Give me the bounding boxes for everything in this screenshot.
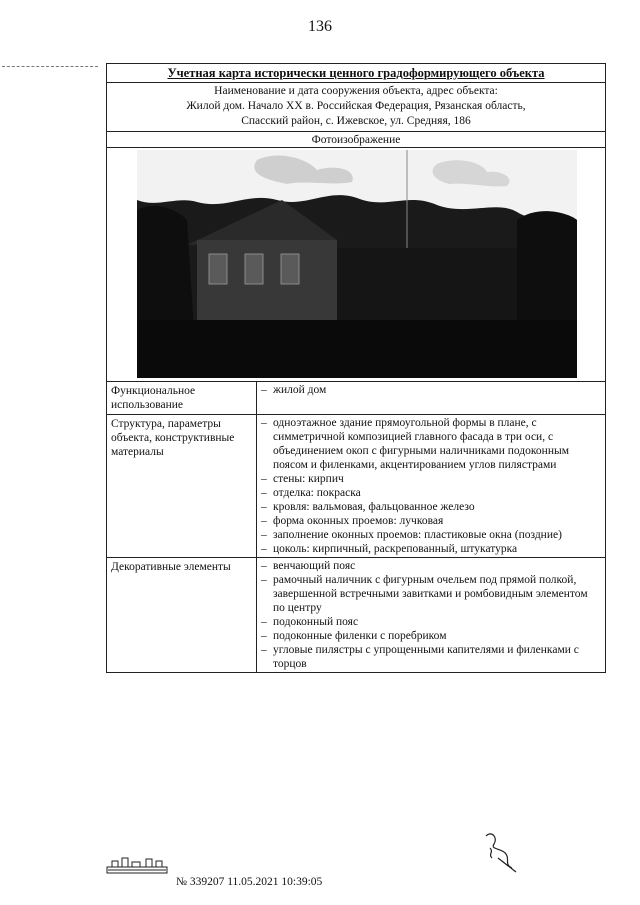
object-name-block xyxy=(107,83,605,132)
row-label: Структура, параметры объекта, конструктивные материалы xyxy=(107,415,257,557)
list-item: – угловые пилястры с упрощенными капителями и филенками с торцов xyxy=(261,644,579,670)
house-photo xyxy=(137,150,577,378)
scan-artifact xyxy=(2,66,98,75)
handwritten-signature xyxy=(478,828,524,876)
list-item: – подоконный пояс xyxy=(261,616,359,628)
row-label: Функциональное использование xyxy=(107,382,257,414)
list-item: – цоколь: кирпичный, раскрепованный, штукатурка xyxy=(261,543,518,555)
list-item: – венчающий пояс xyxy=(261,560,356,572)
row-content xyxy=(257,415,605,557)
page-number: 136 xyxy=(308,18,332,35)
list-item: – стены: кирпич xyxy=(261,473,344,485)
row-content xyxy=(257,558,605,672)
list-item: – отделка: покраска xyxy=(261,487,361,499)
list-item: – форма оконных проемов: лучковая xyxy=(261,515,444,527)
list-item: – кровля: вальмовая, фальцованное железо xyxy=(261,501,475,513)
photo-cell xyxy=(107,148,605,382)
list-item: – рамочный наличник с фигурным очельем под прямой полкой, завершенной встречными завитками и ромбовидным элементом по центру xyxy=(261,574,588,614)
name-label: Наименование и дата сооружения объекта, адрес объекта: xyxy=(214,85,498,97)
list-item: – одноэтажное здание прямоугольной формы в плане, с симметричной композицией главного фасада в три оси, с объединением окоп с фигурными наличниками подоконным поясом и филенками, акцентированием углов пилястрами xyxy=(261,417,569,471)
row-structure xyxy=(107,415,605,558)
document-registration-stamp: № 339207 11.05.2021 10:39:05 xyxy=(176,876,323,888)
emblem-stamp-icon xyxy=(106,855,168,875)
row-decorative xyxy=(107,558,605,672)
photo-caption: Фотоизображение xyxy=(107,132,605,148)
name-line-2: Спасский район, с. Ижевское, ул. Средняя, 186 xyxy=(241,115,471,127)
list-item: – подоконные филенки с поребриком xyxy=(261,630,447,642)
row-label: Декоративные элементы xyxy=(107,558,257,672)
list-item: – заполнение оконных проемов: пластиковые окна (поздние) xyxy=(261,529,562,541)
row-content xyxy=(257,382,605,414)
registration-card xyxy=(106,63,606,673)
row-function xyxy=(107,382,605,415)
list-item: – жилой дом xyxy=(261,384,327,396)
name-line-1: Жилой дом. Начало XX в. Российская Федерация, Рязанская область, xyxy=(186,100,526,112)
card-title: Учетная карта исторически ценного градоформирующего объекта xyxy=(107,64,605,83)
